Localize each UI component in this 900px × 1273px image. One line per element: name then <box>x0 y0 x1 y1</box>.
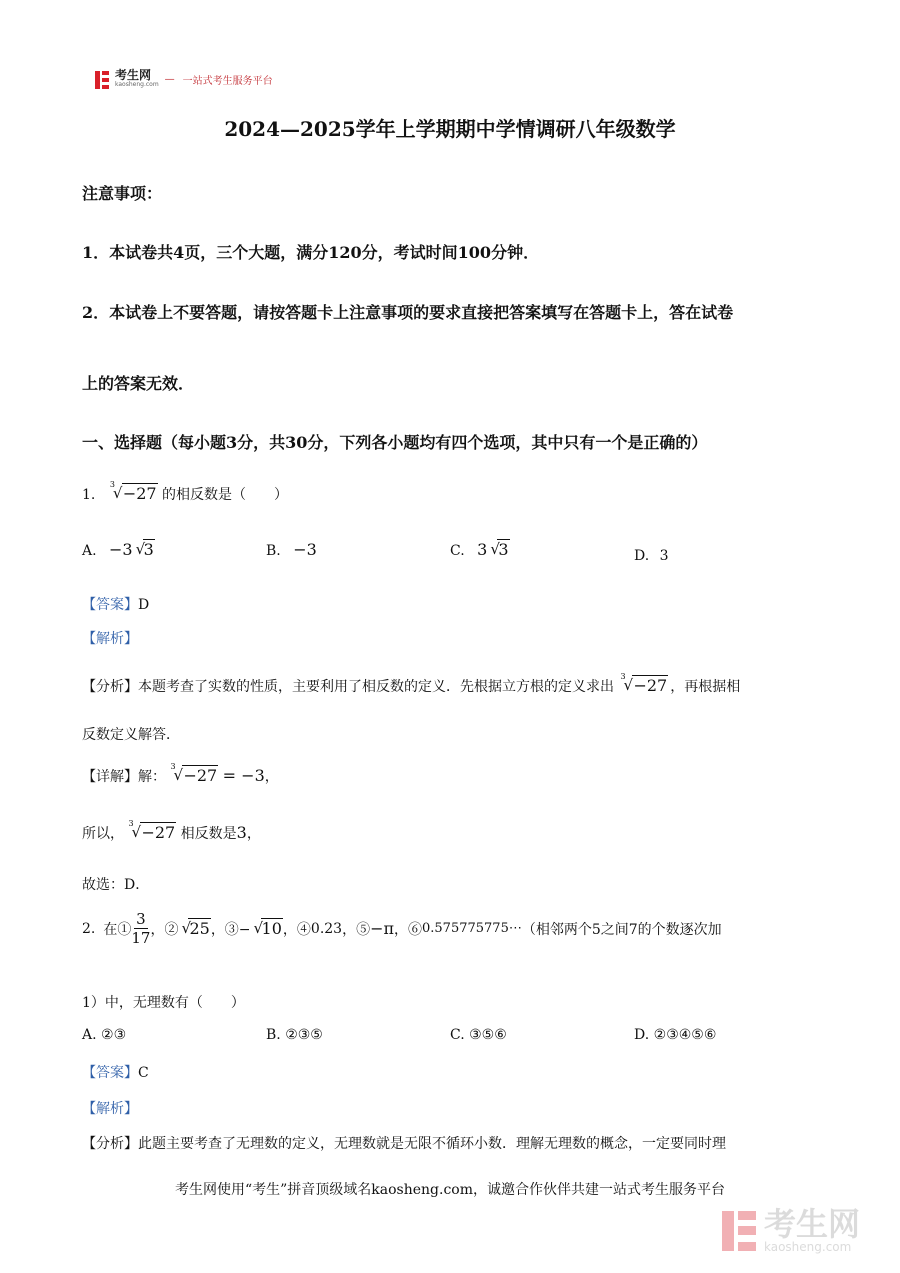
logo-name: 考生网 <box>115 68 152 82</box>
watermark-name: 考生网 <box>763 1205 860 1243</box>
q1-option-b: B. −3 <box>266 540 317 559</box>
notice-item-2-line2: 上的答案无效． <box>82 374 195 393</box>
q2-option-d: D. ②③④⑤⑥ <box>634 1027 717 1043</box>
q1-answer: 【答案】D <box>82 597 150 613</box>
q1-fenxi-line2: 反数定义解答． <box>82 727 180 743</box>
question-2-stem-line2: 1）中，无理数有（ ） <box>82 995 245 1011</box>
section-heading: 一、选择题（每小题3分，共30分，下列各小题均有四个选项，其中只有一个是正确的） <box>82 433 708 452</box>
q1-choose: 故选：D． <box>82 877 150 893</box>
site-logo: 考生网 kaosheng.com — 一站式考生服务平台 <box>95 70 273 89</box>
question-1-stem: 1. 3 √ −27 的相反数是（ ） <box>82 480 289 503</box>
question-number: 1. <box>82 487 96 503</box>
page-footer: 考生网使用“考生”拼音顶级域名kaosheng.com，诚邀合作伙伴共建一站式考生服务平台 <box>174 1182 726 1198</box>
watermark-logo-icon <box>722 1211 756 1251</box>
q1-analysis-tag: 【解析】 <box>82 631 138 647</box>
q2-answer: 【答案】C <box>82 1065 149 1081</box>
q1-fenxi: 【分析】本题考查了实数的性质，主要利用了相反数的定义．先根据立方根的定义求出 3 √ −27 ，再根据相 <box>82 672 741 695</box>
q1-option-d: D. 3 <box>634 548 669 564</box>
exam-title: 2024—2025学年上学期期中学情调研八年级数学 <box>224 117 676 141</box>
q2-analysis-tag: 【解析】 <box>82 1101 138 1117</box>
q1-so: 所以， 3 √ −27 相反数是3， <box>82 819 261 842</box>
fraction: $\frac{3}{17}$ <box>131 910 151 947</box>
notice-heading: 注意事项： <box>82 184 163 203</box>
logo-url: kaosheng.com <box>115 81 159 88</box>
q1-option-c: C. 3 √ 3 <box>450 540 509 559</box>
logo-icon <box>95 71 109 89</box>
watermark-url: kaosheng.com <box>763 1240 852 1254</box>
notice-item-1: 1．本试卷共4页，三个大题，满分120分，考试时间100分钟． <box>82 243 540 262</box>
notice-item-2-line1: 2．本试卷上不要答题，请按答题卡上注意事项的要求直接把答案填写在答题卡上，答在试卷 <box>82 303 734 322</box>
cube-root-expression: 3 √ −27 <box>109 480 157 503</box>
q1-detail: 【详解】解： 3 √ −27 = −3， <box>82 762 279 785</box>
q1-option-a: A. −3 √ 3 <box>82 540 154 559</box>
answer-tag: 【答案】 <box>82 597 138 613</box>
watermark <box>722 1205 860 1254</box>
q2-fenxi: 【分析】此题主要考查了无理数的定义，无理数就是无限不循环小数．理解无理数的概念，一定要同时理 <box>82 1136 726 1152</box>
q2-option-c: C. ③⑤⑥ <box>450 1027 507 1043</box>
logo-slogan: 一站式考生服务平台 <box>182 76 273 87</box>
question-2-stem: 2. 在① $\frac{3}{17}$ ，② √ 25 ，③− √ 10 ，④ 0.23 ，⑤ −π ，⑥ 0.575775775⋯ （相邻两个5之间7的个数逐次加 <box>82 910 722 947</box>
q2-option-a: A. ②③ <box>82 1027 127 1043</box>
q2-option-b: B. ②③⑤ <box>266 1027 323 1043</box>
